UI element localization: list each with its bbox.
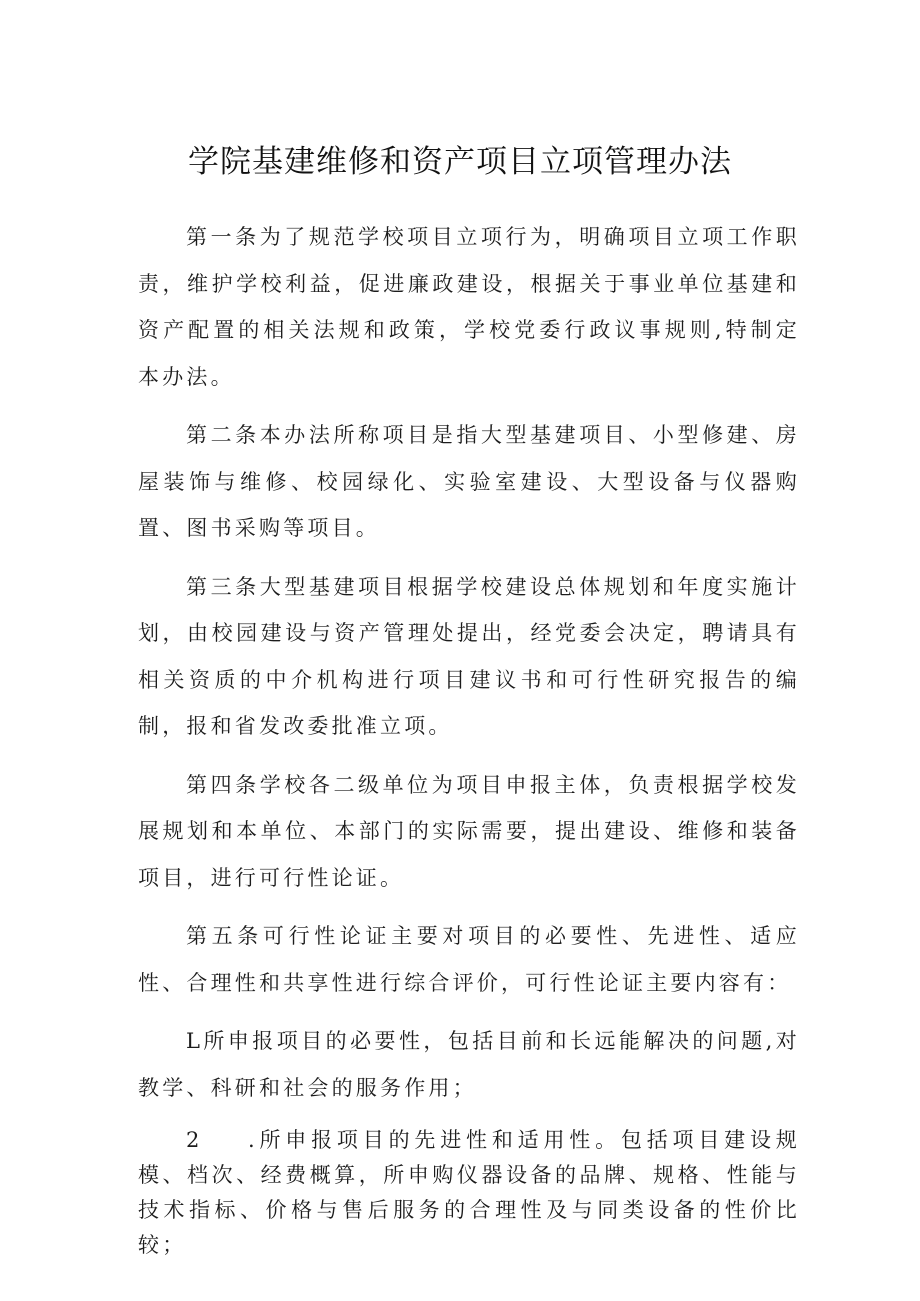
list-item-1: L所申报项目的必要性，包括目前和长远能解决的问题,对教学、科研和社会的服务作用；: [138, 1029, 800, 1100]
article-5: 第五条可行性论证主要对项目的必要性、先进性、适应性、合理性和共享性进行综合评价，可行性论证主要内容有：: [138, 924, 800, 995]
list-item-2-number: 2: [186, 1128, 203, 1152]
list-item-2: [138, 1123, 800, 1263]
article-2: 第二条本办法所称项目是指大型基建项目、小型修建、房屋装饰与维修、校园绿化、实验室建设、大型设备与仪器购置、图书采购等项目。: [138, 423, 800, 540]
document-body: [138, 214, 800, 1275]
list-item-2-text: .所申报项目的先进性和适用性。包括项目建设规模、档次、经费概算，所申购仪器设备的品牌、规格、性能与技术指标、价格与售后服务的合理性及与同类设备的性价比较；: [138, 1128, 800, 1257]
article-4: 第四条学校各二级单位为项目申报主体，负责根据学校发展规划和本单位、本部门的实际需要，提出建设、维修和装备项目，进行可行性论证。: [138, 772, 800, 890]
article-1: 第一条为了规范学校项目立项行为，明确项目立项工作职责，维护学校利益，促进廉政建设，根据关于事业单位基建和资产配置的相关法规和政策，学校党委行政议事规则,特制定本办法。: [138, 225, 800, 389]
article-3: 第三条大型基建项目根据学校建设总体规划和年度实施计划，由校园建设与资产管理处提出，经党委会决定，聘请具有相关资质的中介机构进行项目建议书和可行性研究报告的编制，报和省发改委批准立项。: [138, 574, 800, 738]
document-title: 学院基建维修和资产项目立项管理办法: [188, 144, 732, 180]
